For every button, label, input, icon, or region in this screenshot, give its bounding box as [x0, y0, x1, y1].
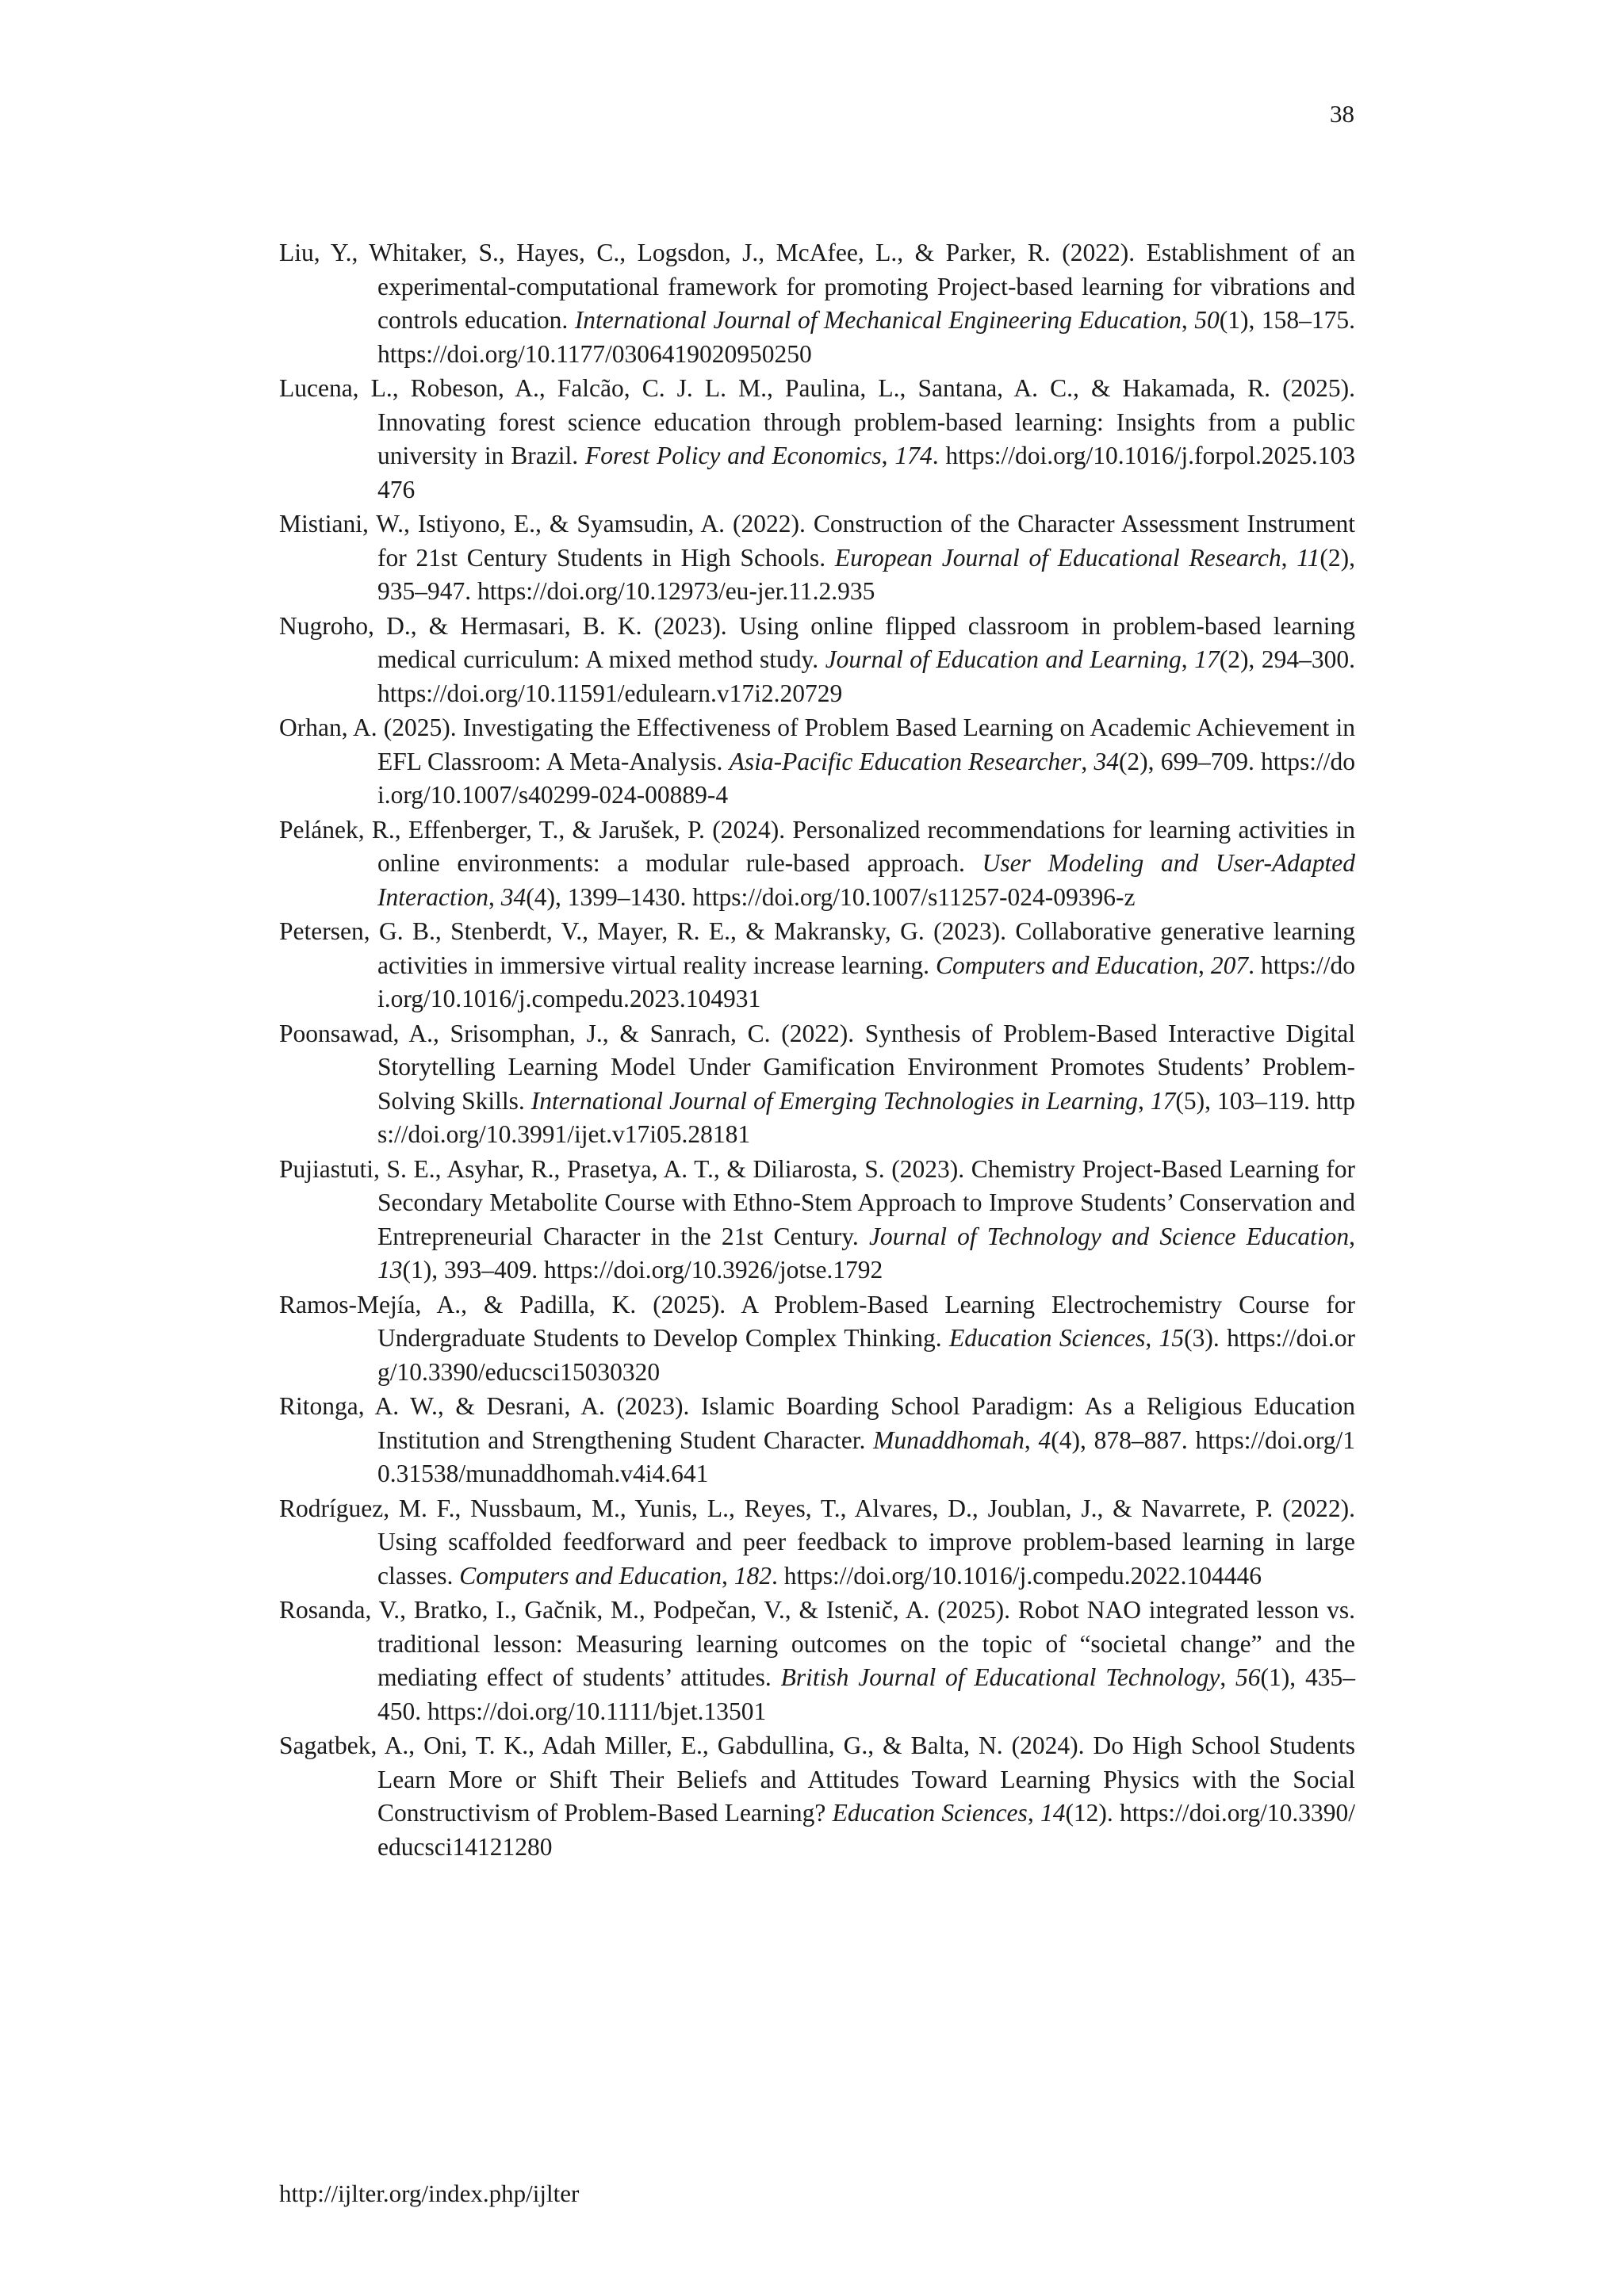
reference-volume: 56: [1235, 1663, 1261, 1691]
reference-journal: Education Sciences: [949, 1324, 1146, 1352]
reference-journal: European Journal of Educational Research: [834, 543, 1281, 572]
reference-doi-link[interactable]: https://doi.org/10.1007/s11257-024-09396-z: [692, 882, 1136, 911]
reference-doi-link[interactable]: https://doi.org/10.11591/edulearn.v17i2.20729: [377, 679, 843, 707]
reference-volume: 17: [1194, 645, 1220, 673]
reference-pages: (2), 699–709.: [1118, 747, 1254, 775]
reference-doi-link[interactable]: https://doi.org/10.31538/munaddhomah.v4i4.641: [377, 1425, 1356, 1487]
page-number: 38: [1330, 100, 1354, 128]
reference-entry: Pujiastuti, S. E., Asyhar, R., Prasetya, A. T., & Diliarosta, S. (2023). Chemistry Project-Based Learning for Secondary Metabolite Course with Ethno-Stem Approach to Improve Students’ Conservation and Entrepreneurial Character in the 21st Century. Journal of Technology and Science Education, 13(1), 393–409. https://doi.org/10.3926/jotse.1792: [279, 1154, 1355, 1284]
reference-journal: British Journal of Educational Technology: [780, 1663, 1220, 1691]
reference-doi-link[interactable]: https://doi.org/10.12973/eu-jer.11.2.935: [477, 577, 875, 605]
reference-entry: Rosanda, V., Bratko, I., Gačnik, M., Podpečan, V., & Istenič, A. (2025). Robot NAO integrated lesson vs. traditional lesson: Measuring learning outcomes on the topic of “societal change” and the mediating effect of students’ attitudes. British Journal of Educational Technology, 56(1), 435–450. https://doi.org/10.1111/bjet.13501: [279, 1596, 1356, 1725]
reference-authors-title: Pujiastuti, S. E., Asyhar, R., Prasetya, A. T., & Diliarosta, S. (2023). Chemistry Project-Based Learning for Secondary Metabolite Course with Ethno-Stem Approach to Improve Students’ Conservation and Entrepreneurial Character in the 21st Century.: [279, 1154, 1355, 1250]
reference-entry: Poonsawad, A., Srisomphan, J., & Sanrach, C. (2022). Synthesis of Problem-Based Interactive Digital Storytelling Learning Model Under Gamification Environment Promotes Students’ Problem-Solving Skills. International Journal of Emerging Technologies in Learning, 17(5), 103–119. https://doi.org/10.3991/ijet.v17i05.28181: [279, 1019, 1356, 1148]
reference-journal: Forest Policy and Economics: [585, 442, 882, 469]
reference-journal: International Journal of Mechanical Engineering Education: [574, 306, 1182, 334]
reference-authors-title: Nugroho, D., & Hermasari, B. K. (2023). Using online flipped classroom in problem-based learning medical curriculum: A mixed method study.: [279, 611, 1355, 673]
reference-list: [279, 236, 1355, 1865]
reference-authors-title: Rosanda, V., Bratko, I., Gačnik, M., Podpečan, V., & Istenič, A. (2025). Robot NAO integrated lesson vs. traditional lesson: Measuring learning outcomes on the topic of “societal change” and the mediating effect of students’ attitudes.: [279, 1596, 1355, 1691]
reference-volume: 207: [1210, 951, 1249, 979]
reference-doi-link[interactable]: https://doi.org/10.1016/j.compedu.2022.104446: [783, 1561, 1262, 1590]
reference-volume: 174: [894, 442, 933, 469]
reference-doi-link[interactable]: https://doi.org/10.1007/s40299-024-00889-4: [377, 747, 1356, 809]
reference-doi-link[interactable]: https://doi.org/10.3390/educsci15030320: [377, 1324, 1356, 1386]
reference-journal: Journal of Technology and Science Education: [868, 1222, 1350, 1250]
reference-authors-title: Liu, Y., Whitaker, S., Hayes, C., Logsdon, J., McAfee, L., & Parker, R. (2022). Establishment of an experimental-computational framework for promoting Project-based learning for vibrations and controls education.: [279, 239, 1355, 334]
reference-volume: 17: [1150, 1086, 1176, 1115]
reference-volume: 182: [733, 1561, 772, 1590]
reference-entry: Sagatbek, A., Oni, T. K., Adah Miller, E., Gabdullina, G., & Balta, N. (2024). Do High School Students Learn More or Shift Their Beliefs and Attitudes Toward Learning Physics with the Social Constructivism of Problem-Based Learning? Education Sciences, 14(12). https://doi.org/10.3390/educsci14121280: [279, 1732, 1355, 1861]
reference-volume: 14: [1040, 1799, 1066, 1827]
reference-entry: Ramos-Mejía, A., & Padilla, K. (2025). A Problem-Based Learning Electrochemistry Course for Undergraduate Students to Develop Complex Thinking. Education Sciences, 15(3). https://doi.org/10.3390/educsci15030320: [279, 1290, 1356, 1386]
reference-authors-title: Petersen, G. B., Stenberdt, V., Mayer, R. E., & Makransky, G. (2023). Collaborative generative learning activities in immersive virtual reality increase learning.: [279, 917, 1355, 979]
reference-authors-title: Orhan, A. (2025). Investigating the Effectiveness of Problem Based Learning on Academic Achievement in EFL Classroom: A Meta-Analysis.: [279, 714, 1355, 775]
reference-pages: (2), 935–947.: [377, 543, 1356, 605]
reference-doi-link[interactable]: https://doi.org/10.3390/educsci14121280: [377, 1799, 1355, 1861]
reference-pages: (3).: [1184, 1324, 1220, 1352]
reference-doi-link[interactable]: https://doi.org/10.3991/ijet.v17i05.28181: [377, 1086, 1356, 1148]
reference-entry: Liu, Y., Whitaker, S., Hayes, C., Logsdon, J., McAfee, L., & Parker, R. (2022). Establishment of an experimental-computational framework for promoting Project-based learning for vibrations and controls education. International Journal of Mechanical Engineering Education, 50(1), 158–175. https://doi.org/10.1177/0306419020950250: [279, 239, 1356, 368]
reference-volume: 15: [1159, 1324, 1185, 1352]
reference-entry: Orhan, A. (2025). Investigating the Effectiveness of Problem Based Learning on Academic Achievement in EFL Classroom: A Meta-Analysis. Asia-Pacific Education Researcher, 34(2), 699–709. https://doi.org/10.1007/s40299-024-00889-4: [279, 714, 1356, 809]
reference-journal: User Modeling and User-Adapted Interaction: [377, 849, 1355, 911]
reference-pages: .: [771, 1561, 778, 1590]
reference-doi-link[interactable]: https://doi.org/10.3926/jotse.1792: [543, 1256, 883, 1284]
reference-entry: Mistiani, W., Istiyono, E., & Syamsudin, A. (2022). Construction of the Character Assessment Instrument for 21st Century Students in High Schools. European Journal of Educational Research, 11(2), 935–947. https://doi.org/10.12973/eu-jer.11.2.935: [279, 510, 1356, 605]
reference-volume: 34: [500, 882, 527, 911]
reference-pages: (4), 1399–1430.: [526, 882, 687, 911]
reference-authors-title: Rodríguez, M. F., Nussbaum, M., Yunis, L., Reyes, T., Alvares, D., Joublan, J., & Navarrete, P. (2022). Using scaffolded feedforward and peer feedback to improve problem-based learning in large classes.: [279, 1494, 1355, 1590]
reference-volume: 4: [1038, 1425, 1051, 1454]
reference-journal: Computers and Education: [459, 1561, 722, 1590]
reference-entry: Ritonga, A. W., & Desrani, A. (2023). Islamic Boarding School Paradigm: As a Religious Education Institution and Strengthening Student Character. Munaddhomah, 4(4), 878–887. https://doi.org/10.31538/munaddhomah.v4i4.641: [279, 1392, 1356, 1487]
reference-pages: (12).: [1065, 1799, 1113, 1827]
reference-volume: 50: [1194, 306, 1220, 334]
footer-url-link[interactable]: http://ijlter.org/index.php/ijlter: [279, 2179, 580, 2207]
reference-pages: (1), 435–450.: [377, 1663, 1356, 1725]
reference-journal: Education Sciences: [832, 1799, 1028, 1827]
reference-journal: Journal of Education and Learning: [825, 645, 1182, 673]
reference-entry: Rodríguez, M. F., Nussbaum, M., Yunis, L., Reyes, T., Alvares, D., Joublan, J., & Navarrete, P. (2022). Using scaffolded feedforward and peer feedback to improve problem-based learning in large classes. Computers and Education, 182. https://doi.org/10.1016/j.compedu.2022.104446: [279, 1494, 1355, 1590]
reference-doi-link[interactable]: https://doi.org/10.1177/0306419020950250: [377, 339, 812, 368]
reference-doi-link[interactable]: https://doi.org/10.1016/j.forpol.2025.103476: [377, 442, 1356, 503]
reference-pages: (4), 878–887.: [1051, 1425, 1188, 1454]
reference-authors-title: Lucena, L., Robeson, A., Falcão, C. J. L. M., Paulina, L., Santana, A. C., & Hakamada, R. (2025). Innovating forest science education through problem-based learning: Insights from a public university in Brazil.: [279, 374, 1355, 469]
reference-authors-title: Mistiani, W., Istiyono, E., & Syamsudin, A. (2022). Construction of the Character Assessment Instrument for 21st Century Students in High Schools.: [279, 510, 1355, 572]
reference-doi-link[interactable]: https://doi.org/10.1111/bjet.13501: [427, 1697, 767, 1725]
reference-pages: (5), 103–119.: [1175, 1086, 1310, 1115]
reference-entry: Nugroho, D., & Hermasari, B. K. (2023). Using online flipped classroom in problem-based learning medical curriculum: A mixed method study. Journal of Education and Learning, 17(2), 294–300. https://doi.org/10.11591/edulearn.v17i2.20729: [279, 611, 1356, 707]
reference-volume: 11: [1297, 543, 1320, 572]
reference-volume: 34: [1094, 747, 1119, 775]
reference-volume: 13: [377, 1256, 403, 1284]
reference-authors-title: Sagatbek, A., Oni, T. K., Adah Miller, E., Gabdullina, G., & Balta, N. (2024). Do High School Students Learn More or Shift Their Beliefs and Attitudes Toward Learning Physics with the Social Constructivism of Problem-Based Learning?: [279, 1732, 1355, 1827]
reference-journal: Munaddhomah: [873, 1425, 1025, 1454]
reference-entry: Petersen, G. B., Stenberdt, V., Mayer, R. E., & Makransky, G. (2023). Collaborative generative learning activities in immersive virtual reality increase learning. Computers and Education, 207. https://doi.org/10.1016/j.compedu.2023.104931: [279, 917, 1356, 1012]
reference-journal: Asia-Pacific Education Researcher: [729, 747, 1082, 775]
reference-pages: (2), 294–300.: [1219, 645, 1356, 673]
reference-journal: International Journal of Emerging Technologies in Learning: [530, 1086, 1138, 1115]
reference-entry: Pelánek, R., Effenberger, T., & Jarušek, P. (2024). Personalized recommendations for learning activities in online environments: a modular rule-based approach. User Modeling and User-Adapted Interaction, 34(4), 1399–1430. https://doi.org/10.1007/s11257-024-09396-z: [279, 815, 1355, 911]
reference-pages: (1), 393–409.: [402, 1256, 538, 1284]
reference-pages: .: [932, 442, 939, 469]
reference-doi-link[interactable]: https://doi.org/10.1016/j.compedu.2023.104931: [377, 951, 1356, 1012]
reference-authors-title: Pelánek, R., Effenberger, T., & Jarušek, P. (2024). Personalized recommendations for learning activities in online environments: a modular rule-based approach.: [279, 815, 1355, 877]
reference-authors-title: Poonsawad, A., Srisomphan, J., & Sanrach, C. (2022). Synthesis of Problem-Based Interactive Digital Storytelling Learning Model Under Gamification Environment Promotes Students’ Problem-Solving Skills.: [279, 1019, 1355, 1115]
reference-journal: Computers and Education: [936, 951, 1199, 979]
reference-pages: (1), 158–175.: [1219, 306, 1356, 334]
reference-entry: Lucena, L., Robeson, A., Falcão, C. J. L. M., Paulina, L., Santana, A. C., & Hakamada, R. (2025). Innovating forest science education through problem-based learning: Insights from a public university in Brazil. Forest Policy and Economics, 174. https://doi.org/10.1016/j.forpol.2025.103476: [279, 374, 1356, 503]
reference-authors-title: Ramos-Mejía, A., & Padilla, K. (2025). A Problem-Based Learning Electrochemistry Course for Undergraduate Students to Develop Complex Thinking.: [279, 1290, 1355, 1352]
reference-authors-title: Ritonga, A. W., & Desrani, A. (2023). Islamic Boarding School Paradigm: As a Religious Education Institution and Strengthening Student Character.: [279, 1392, 1355, 1454]
reference-pages: .: [1248, 951, 1255, 979]
